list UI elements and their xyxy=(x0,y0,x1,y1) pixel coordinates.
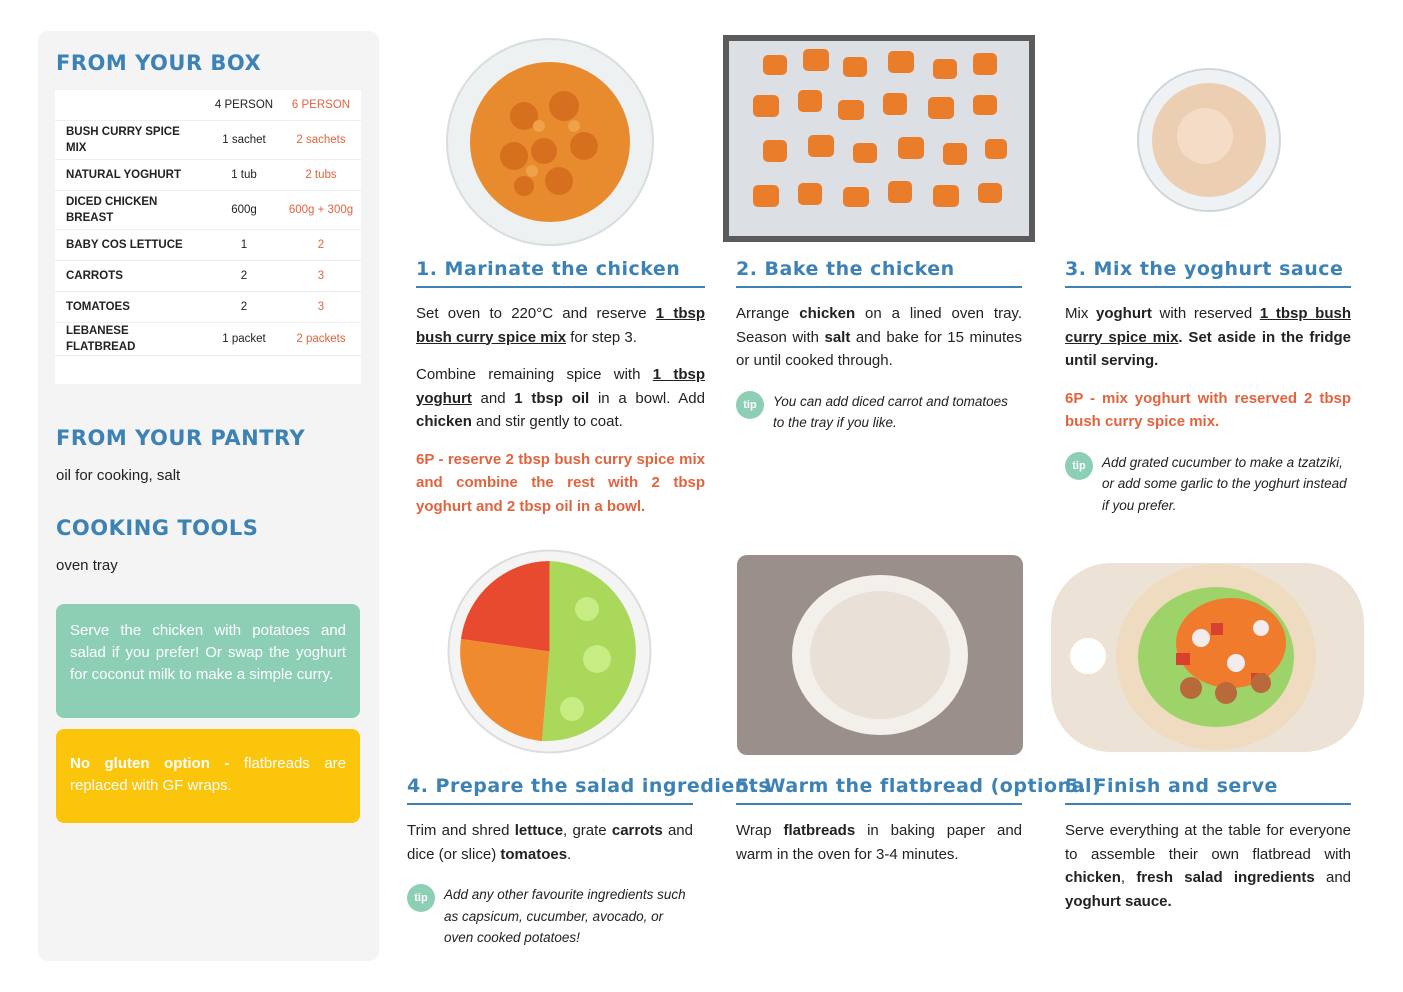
qty-6: 3 xyxy=(281,292,361,323)
cooking-tools-items: oven tray xyxy=(56,557,118,574)
ingredient-name: LEBANESE FLATBREAD xyxy=(55,323,207,356)
marinated-chicken-bowl-image xyxy=(444,36,656,248)
serve-tip-box: Serve the chicken with potatoes and salad if you prefer! Or swap the yoghurt for coconut milk to make a simple curry. xyxy=(56,604,360,718)
step-1-para-1: Set oven to 220°C and reserve 1 tbsp bush curry spice mix for step 3. xyxy=(416,305,705,346)
step-4 xyxy=(407,775,771,949)
table-row xyxy=(55,191,361,230)
step-5-title: 5. Warm the flatbread (optional) xyxy=(736,775,1022,805)
pantry-items: oil for cooking, salt xyxy=(56,467,181,484)
finished-wrap-image xyxy=(1051,563,1364,752)
ingredients-table xyxy=(55,90,361,384)
step-4-title: 4. Prepare the salad ingredients xyxy=(407,775,693,805)
ingredient-name: CARROTS xyxy=(55,261,207,292)
qty-6: 3 xyxy=(281,261,361,292)
table-row xyxy=(55,160,361,191)
step-1-para-2: Combine remaining spice with 1 tbsp yoghurt and 1 tbsp oil in a bowl. Add chicken and stir gently to coat. xyxy=(416,366,705,430)
step-3-title: 3. Mix the yoghurt sauce xyxy=(1065,258,1351,288)
salad-ingredients-plate-image xyxy=(447,549,652,754)
step-4-tip: tip Add any other favourite ingredients such as capsicum, cucumber, avocado, or oven cooked potatoes! xyxy=(407,884,693,949)
ingredient-name: BUSH CURRY SPICE MIX xyxy=(55,121,207,160)
qty-6: 2 tubs xyxy=(281,160,361,191)
ingredient-name: BABY COS LETTUCE xyxy=(55,230,207,261)
step-1-6p-note: 6P - reserve 2 tbsp bush curry spice mix and combine the rest with 2 tbsp yoghurt and 2 tbsp oil in a bowl. xyxy=(416,450,705,515)
step-5-para-1: Wrap flatbreads in baking paper and warm in the oven for 3-4 minutes. xyxy=(736,822,1023,863)
sidebar xyxy=(38,31,379,961)
table-row xyxy=(55,121,361,160)
yoghurt-sauce-bowl-image xyxy=(1135,66,1283,214)
gluten-text: flatbreads are replaced with GF wraps. xyxy=(70,755,346,794)
col-6-person: 6 PERSON xyxy=(281,90,361,121)
qty-4: 1 sachet xyxy=(207,121,281,160)
cooking-tools-heading: COOKING TOOLS xyxy=(56,516,259,540)
ingredient-name: NATURAL YOGHURT xyxy=(55,160,207,191)
qty-6: 2 xyxy=(281,230,361,261)
ingredient-name: TOMATOES xyxy=(55,292,207,323)
step-2-para-1: Arrange chicken on a lined oven tray. Season with salt and bake for 15 minutes or until cooked through. xyxy=(736,305,1022,369)
qty-4: 1 xyxy=(207,230,281,261)
qty-6: 2 sachets xyxy=(281,121,361,160)
gluten-option-box xyxy=(56,729,360,823)
baked-chicken-tray-image xyxy=(723,35,1035,242)
tip-badge-icon: tip xyxy=(407,884,435,912)
table-row xyxy=(55,323,361,356)
step-6-para-1: Serve everything at the table for everyone to assemble their own flatbread with chicken, fresh salad ingredients and yoghurt sauce. xyxy=(1065,822,1352,910)
qty-4: 2 xyxy=(207,292,281,323)
step-3-tip: tip Add grated cucumber to make a tzatziki, or add some garlic to the yoghurt instead if you prefer. xyxy=(1065,452,1351,517)
col-4-person: 4 PERSON xyxy=(207,90,281,121)
gluten-label: No gluten option - xyxy=(70,755,230,772)
qty-4: 2 xyxy=(207,261,281,292)
qty-6: 2 packets xyxy=(281,323,361,356)
step-2-title: 2. Bake the chicken xyxy=(736,258,1022,288)
tip-badge-icon: tip xyxy=(1065,452,1093,480)
step-2 xyxy=(736,258,1022,434)
qty-4: 1 tub xyxy=(207,160,281,191)
step-5 xyxy=(736,775,1102,866)
ingredient-name: DICED CHICKEN BREAST xyxy=(55,191,207,230)
from-your-pantry-heading: FROM YOUR PANTRY xyxy=(56,426,306,450)
from-your-box-heading: FROM YOUR BOX xyxy=(56,51,262,75)
tip-badge-icon: tip xyxy=(736,391,764,419)
step-6-title: 5. Finish and serve xyxy=(1065,775,1351,805)
step-4-para-1: Trim and shred lettuce, grate carrots and dice (or slice) tomatoes. xyxy=(407,822,693,863)
step-2-tip: tip You can add diced carrot and tomatoes to the tray if you like. xyxy=(736,391,1022,434)
qty-4: 600g xyxy=(207,191,281,230)
step-3-para-1: Mix yoghurt with reserved 1 tbsp bush curry spice mix. Set aside in the fridge until serving. xyxy=(1065,305,1352,369)
step-3-6p-note: 6P - mix yoghurt with reserved 2 tbsp bush curry spice mix. xyxy=(1065,389,1351,430)
flatbread-in-baking-paper-image xyxy=(737,555,1023,755)
qty-4: 1 packet xyxy=(207,323,281,356)
step-6 xyxy=(1065,775,1351,913)
step-1-title: 1. Marinate the chicken xyxy=(416,258,705,288)
table-row xyxy=(55,261,361,292)
table-header-row xyxy=(55,90,361,121)
table-row xyxy=(55,230,361,261)
step-1 xyxy=(416,258,705,518)
qty-6: 600g + 300g xyxy=(281,191,361,230)
step-3 xyxy=(1065,258,1351,516)
table-row xyxy=(55,292,361,323)
